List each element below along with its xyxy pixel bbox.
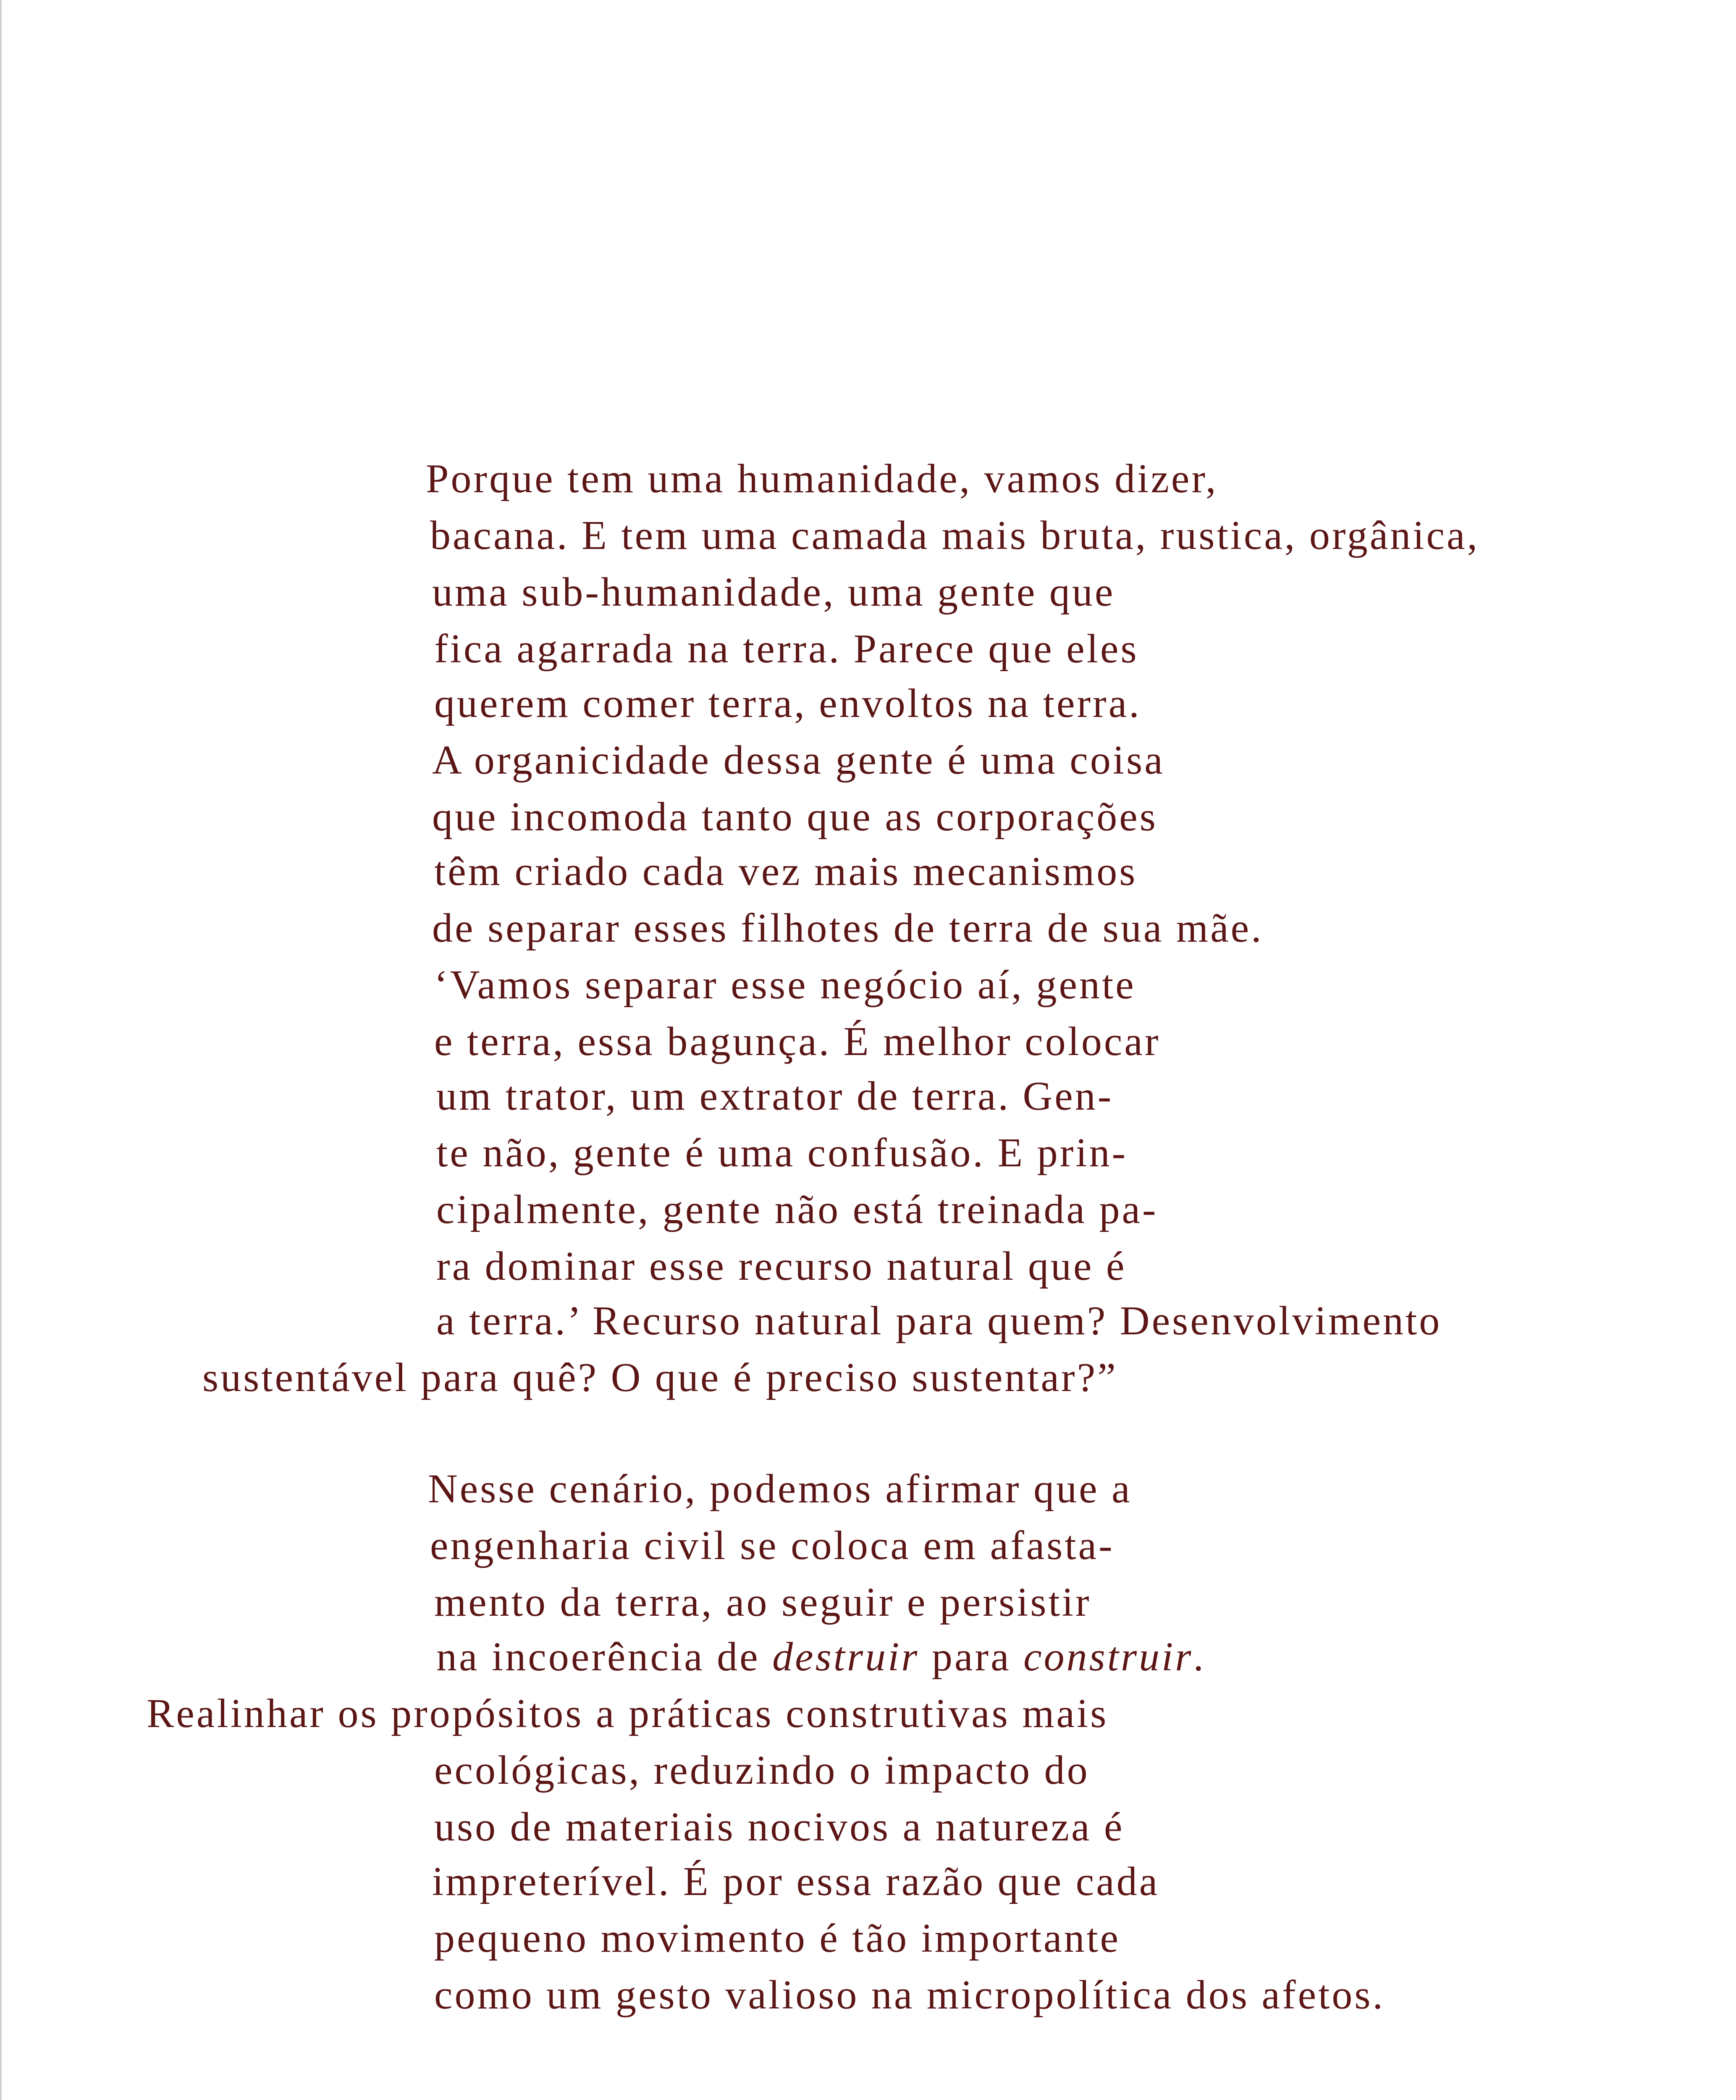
text-line: têm criado cada vez mais mecanismos [434,849,1138,894]
text-line: como um gesto valioso na micropolítica dos afetos. [434,1972,1385,2018]
text-line: de separar esses filhotes de terra de sua mãe. [432,906,1264,951]
text-line: ecológicas, reduzindo o impacto do [434,1748,1090,1793]
text-line: que incomoda tanto que as corporações [432,794,1158,840]
text-line: uma sub-humanidade, uma gente que [432,570,1115,615]
text-line: querem comer terra, envoltos na terra. [434,681,1141,726]
text-segment: para [919,1634,1024,1680]
text-line: ra dominar esse recurso natural que é [436,1244,1127,1289]
text-line: Nesse cenário, podemos afirmar que a [428,1466,1132,1512]
text-line: sustentável para quê? O que é preciso sustentar?” [202,1355,1118,1400]
text-line: mento da terra, ao seguir e persistir [434,1580,1091,1625]
text-line: e terra, essa bagunça. É melhor colocar [434,1019,1161,1064]
text-line: uso de materiais nocivos a natureza é [434,1804,1125,1850]
text-line: impreterível. É por essa razão que cada [432,1859,1160,1904]
text-line: Realinhar os propósitos a práticas construtivas mais [147,1691,1109,1736]
text-line: Porque tem uma humanidade, vamos dizer, [426,456,1218,501]
text-segment: . [1193,1634,1206,1680]
text-segment: na incoerência de [436,1634,773,1680]
emphasis-construir: construir [1023,1634,1193,1680]
emphasis-destruir: destruir [772,1634,920,1680]
text-line: fica agarrada na terra. Parece que eles [434,626,1139,672]
text-line: um trator, um extrator de terra. Gen- [436,1074,1114,1119]
text-line: engenharia civil se coloca em afasta- [430,1523,1115,1568]
text-line: te não, gente é uma confusão. E prin- [436,1130,1128,1176]
text-line: cipalmente, gente não está treinada pa- [436,1187,1158,1232]
text-line: pequeno movimento é tão importante [434,1916,1121,1961]
text-line-with-emphasis [436,1632,1206,1682]
text-line: a terra.’ Recurso natural para quem? Desenvolvimento [436,1298,1442,1344]
text-line: A organicidade dessa gente é uma coisa [432,738,1165,783]
text-line: ‘Vamos separar esse negócio aí, gente [434,962,1136,1008]
text-line: bacana. E tem uma camada mais bruta, rustica, orgânica, [430,513,1479,558]
